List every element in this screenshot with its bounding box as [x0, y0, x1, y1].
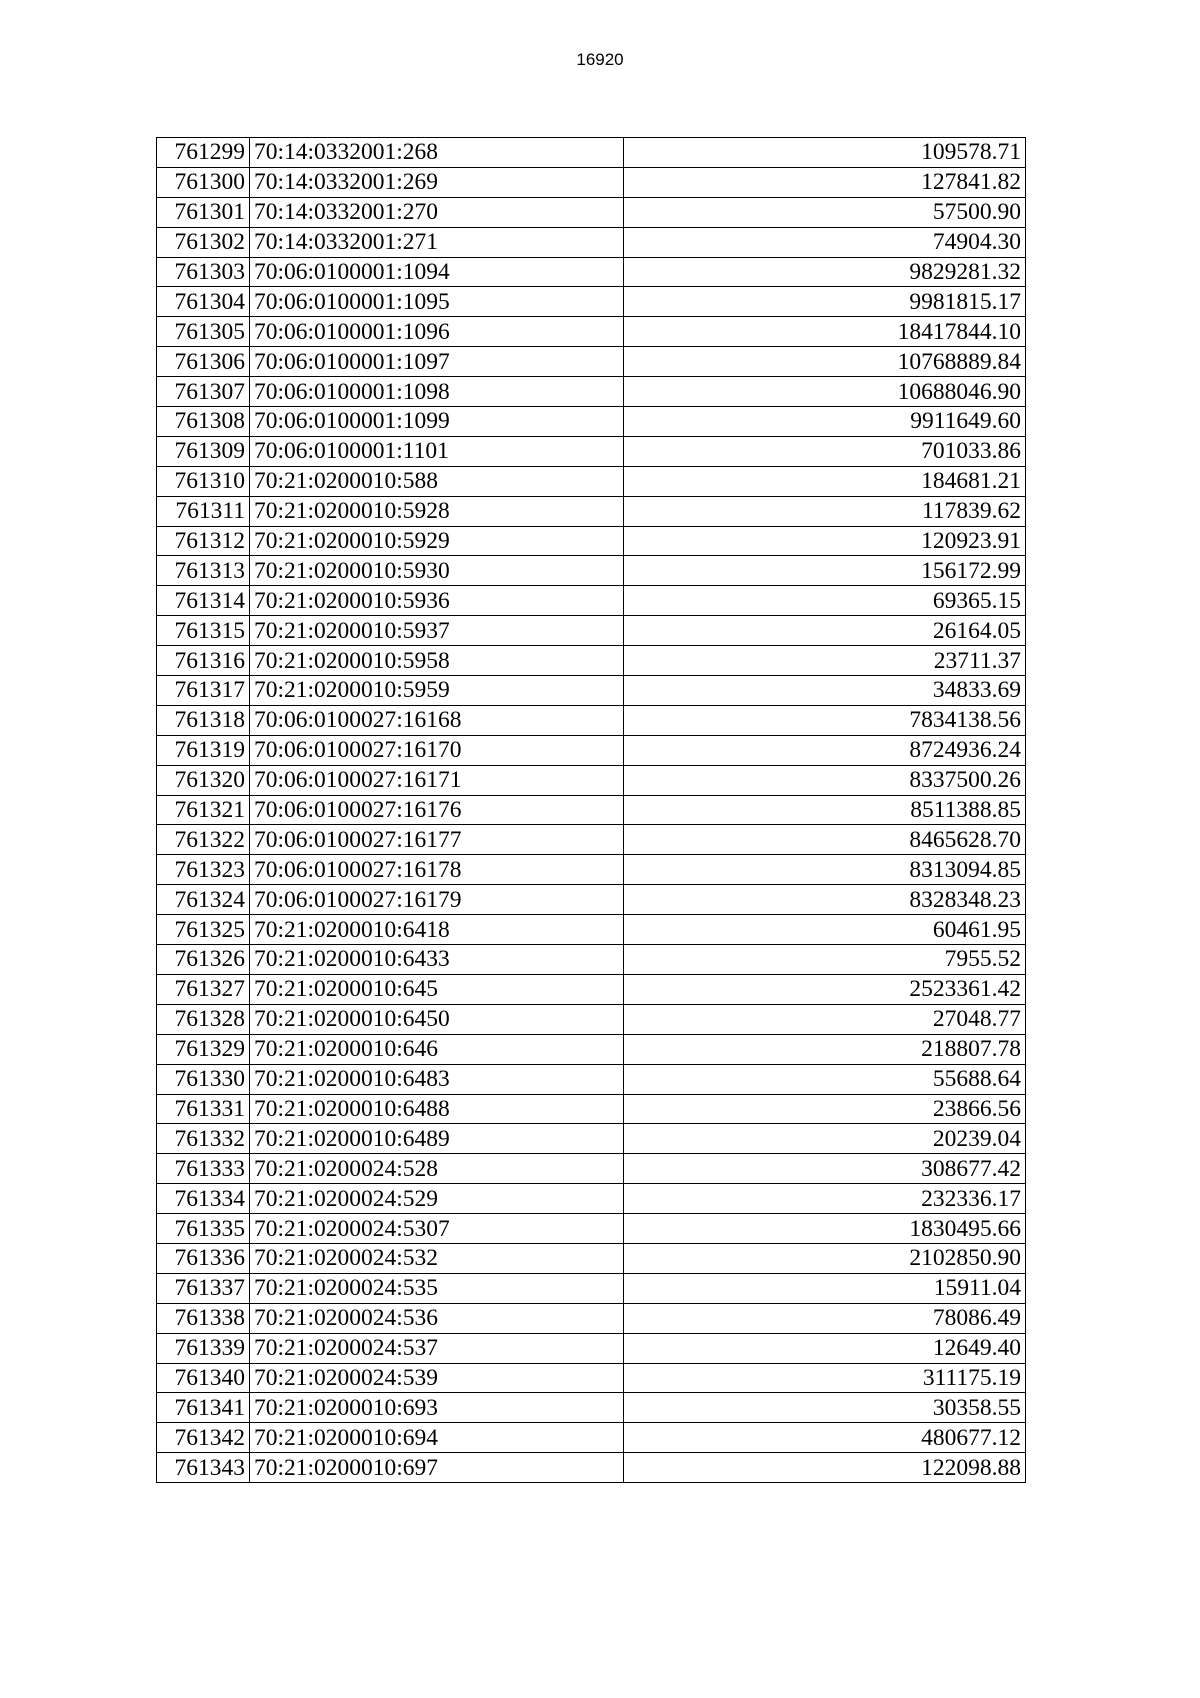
table-row: [157, 1423, 1026, 1453]
row-id-cell: 761300: [157, 167, 250, 197]
row-id-cell: 761310: [157, 466, 250, 496]
row-id-cell: 761320: [157, 765, 250, 795]
table-row: [157, 1453, 1026, 1483]
row-id-cell: 761311: [157, 496, 250, 526]
cadastral-number-cell: 70:21:0200010:5930: [249, 556, 623, 586]
value-cell: 8724936.24: [623, 735, 1025, 765]
cadastral-number-cell: 70:21:0200024:539: [249, 1363, 623, 1393]
cadastral-number-cell: 70:06:0100027:16178: [249, 855, 623, 885]
value-cell: 60461.95: [623, 915, 1025, 945]
value-cell: 480677.12: [623, 1423, 1025, 1453]
table-row: [157, 676, 1026, 706]
row-id-cell: 761321: [157, 795, 250, 825]
value-cell: 120923.91: [623, 526, 1025, 556]
row-id-cell: 761318: [157, 705, 250, 735]
cadastral-number-cell: 70:21:0200010:6489: [249, 1124, 623, 1154]
row-id-cell: 761327: [157, 974, 250, 1004]
row-id-cell: 761326: [157, 945, 250, 975]
table-row: [157, 795, 1026, 825]
row-id-cell: 761317: [157, 676, 250, 706]
table-row: [157, 765, 1026, 795]
table-row: [157, 1064, 1026, 1094]
value-cell: 8328348.23: [623, 885, 1025, 915]
table-row: [157, 1363, 1026, 1393]
table-row: [157, 287, 1026, 317]
value-cell: 26164.05: [623, 616, 1025, 646]
row-id-cell: 761303: [157, 257, 250, 287]
cadastral-number-cell: 70:06:0100001:1101: [249, 436, 623, 466]
table-row: [157, 167, 1026, 197]
value-cell: 57500.90: [623, 197, 1025, 227]
table-row: [157, 1303, 1026, 1333]
value-cell: 8337500.26: [623, 765, 1025, 795]
cadastral-number-cell: 70:21:0200010:5958: [249, 646, 623, 676]
table-row: [157, 1273, 1026, 1303]
value-cell: 20239.04: [623, 1124, 1025, 1154]
value-cell: 7834138.56: [623, 705, 1025, 735]
row-id-cell: 761304: [157, 287, 250, 317]
table-row: [157, 855, 1026, 885]
cadastral-number-cell: 70:21:0200024:5307: [249, 1214, 623, 1244]
row-id-cell: 761335: [157, 1214, 250, 1244]
row-id-cell: 761331: [157, 1094, 250, 1124]
cadastral-number-cell: 70:06:0100027:16179: [249, 885, 623, 915]
value-cell: 109578.71: [623, 138, 1025, 168]
row-id-cell: 761313: [157, 556, 250, 586]
table-row: [157, 1333, 1026, 1363]
cadastral-number-cell: 70:14:0332001:271: [249, 227, 623, 257]
value-cell: 184681.21: [623, 466, 1025, 496]
row-id-cell: 761306: [157, 347, 250, 377]
value-cell: 2523361.42: [623, 974, 1025, 1004]
table-row: [157, 1184, 1026, 1214]
cadastral-value-table: [156, 137, 1026, 1483]
row-id-cell: 761337: [157, 1273, 250, 1303]
row-id-cell: 761336: [157, 1243, 250, 1273]
value-cell: 2102850.90: [623, 1243, 1025, 1273]
table-body: [157, 138, 1026, 1483]
table-row: [157, 646, 1026, 676]
row-id-cell: 761334: [157, 1184, 250, 1214]
value-cell: 27048.77: [623, 1004, 1025, 1034]
table-row: [157, 257, 1026, 287]
row-id-cell: 761314: [157, 586, 250, 616]
row-id-cell: 761319: [157, 735, 250, 765]
value-cell: 218807.78: [623, 1034, 1025, 1064]
table-row: [157, 1004, 1026, 1034]
cadastral-number-cell: 70:21:0200010:5928: [249, 496, 623, 526]
table-row: [157, 1243, 1026, 1273]
value-cell: 9829281.32: [623, 257, 1025, 287]
cadastral-number-cell: 70:21:0200010:5959: [249, 676, 623, 706]
cadastral-number-cell: 70:21:0200024:535: [249, 1273, 623, 1303]
table-row: [157, 735, 1026, 765]
table-row: [157, 197, 1026, 227]
page-number: 16920: [576, 50, 624, 69]
row-id-cell: 761325: [157, 915, 250, 945]
value-cell: 30358.55: [623, 1393, 1025, 1423]
table-row: [157, 466, 1026, 496]
row-id-cell: 761305: [157, 317, 250, 347]
row-id-cell: 761299: [157, 138, 250, 168]
row-id-cell: 761342: [157, 1423, 250, 1453]
cadastral-number-cell: 70:06:0100001:1099: [249, 407, 623, 437]
value-cell: 12649.40: [623, 1333, 1025, 1363]
value-cell: 701033.86: [623, 436, 1025, 466]
value-cell: 78086.49: [623, 1303, 1025, 1333]
cadastral-number-cell: 70:21:0200010:6418: [249, 915, 623, 945]
table-row: [157, 436, 1026, 466]
row-id-cell: 761309: [157, 436, 250, 466]
table-row: [157, 1034, 1026, 1064]
value-cell: 8313094.85: [623, 855, 1025, 885]
table-row: [157, 586, 1026, 616]
cadastral-number-cell: 70:14:0332001:270: [249, 197, 623, 227]
cadastral-number-cell: 70:21:0200024:537: [249, 1333, 623, 1363]
row-id-cell: 761302: [157, 227, 250, 257]
value-cell: 308677.42: [623, 1154, 1025, 1184]
cadastral-number-cell: 70:21:0200024:529: [249, 1184, 623, 1214]
cadastral-number-cell: 70:06:0100027:16177: [249, 825, 623, 855]
cadastral-number-cell: 70:06:0100001:1097: [249, 347, 623, 377]
value-cell: 55688.64: [623, 1064, 1025, 1094]
cadastral-number-cell: 70:06:0100027:16170: [249, 735, 623, 765]
value-cell: 23866.56: [623, 1094, 1025, 1124]
cadastral-number-cell: 70:21:0200024:536: [249, 1303, 623, 1333]
cadastral-number-cell: 70:06:0100001:1098: [249, 377, 623, 407]
table-row: [157, 616, 1026, 646]
row-id-cell: 761324: [157, 885, 250, 915]
row-id-cell: 761343: [157, 1453, 250, 1483]
cadastral-number-cell: 70:21:0200010:694: [249, 1423, 623, 1453]
cadastral-number-cell: 70:21:0200010:693: [249, 1393, 623, 1423]
table-row: [157, 496, 1026, 526]
cadastral-number-cell: 70:21:0200010:6488: [249, 1094, 623, 1124]
value-cell: 15911.04: [623, 1273, 1025, 1303]
value-cell: 8511388.85: [623, 795, 1025, 825]
table-row: [157, 1214, 1026, 1244]
table-row: [157, 227, 1026, 257]
table-row: [157, 1094, 1026, 1124]
cadastral-number-cell: 70:21:0200010:646: [249, 1034, 623, 1064]
value-cell: 8465628.70: [623, 825, 1025, 855]
table-row: [157, 1393, 1026, 1423]
table-row: [157, 974, 1026, 1004]
cadastral-number-cell: 70:21:0200010:6450: [249, 1004, 623, 1034]
cadastral-number-cell: 70:21:0200010:6483: [249, 1064, 623, 1094]
table-row: [157, 138, 1026, 168]
row-id-cell: 761312: [157, 526, 250, 556]
value-cell: 34833.69: [623, 676, 1025, 706]
row-id-cell: 761333: [157, 1154, 250, 1184]
table-row: [157, 377, 1026, 407]
row-id-cell: 761332: [157, 1124, 250, 1154]
table-row: [157, 945, 1026, 975]
row-id-cell: 761315: [157, 616, 250, 646]
table-row: [157, 526, 1026, 556]
cadastral-number-cell: 70:14:0332001:269: [249, 167, 623, 197]
cadastral-number-cell: 70:06:0100001:1094: [249, 257, 623, 287]
table-row: [157, 556, 1026, 586]
row-id-cell: 761322: [157, 825, 250, 855]
row-id-cell: 761329: [157, 1034, 250, 1064]
value-cell: 1830495.66: [623, 1214, 1025, 1244]
cadastral-number-cell: 70:21:0200024:528: [249, 1154, 623, 1184]
table-row: [157, 825, 1026, 855]
value-cell: 117839.62: [623, 496, 1025, 526]
value-cell: 122098.88: [623, 1453, 1025, 1483]
cadastral-number-cell: 70:21:0200010:5936: [249, 586, 623, 616]
row-id-cell: 761323: [157, 855, 250, 885]
value-cell: 127841.82: [623, 167, 1025, 197]
value-cell: 311175.19: [623, 1363, 1025, 1393]
row-id-cell: 761316: [157, 646, 250, 676]
value-cell: 23711.37: [623, 646, 1025, 676]
table-row: [157, 1154, 1026, 1184]
table-row: [157, 407, 1026, 437]
value-cell: 156172.99: [623, 556, 1025, 586]
row-id-cell: 761338: [157, 1303, 250, 1333]
row-id-cell: 761339: [157, 1333, 250, 1363]
cadastral-number-cell: 70:06:0100001:1095: [249, 287, 623, 317]
value-cell: 10768889.84: [623, 347, 1025, 377]
table-row: [157, 347, 1026, 377]
table-row: [157, 1124, 1026, 1154]
row-id-cell: 761330: [157, 1064, 250, 1094]
value-cell: 10688046.90: [623, 377, 1025, 407]
table-row: [157, 705, 1026, 735]
value-cell: 232336.17: [623, 1184, 1025, 1214]
value-cell: 9981815.17: [623, 287, 1025, 317]
value-cell: 74904.30: [623, 227, 1025, 257]
cadastral-number-cell: 70:21:0200010:5937: [249, 616, 623, 646]
cadastral-number-cell: 70:21:0200010:645: [249, 974, 623, 1004]
row-id-cell: 761307: [157, 377, 250, 407]
row-id-cell: 761308: [157, 407, 250, 437]
cadastral-number-cell: 70:06:0100027:16176: [249, 795, 623, 825]
value-cell: 7955.52: [623, 945, 1025, 975]
value-cell: 18417844.10: [623, 317, 1025, 347]
row-id-cell: 761301: [157, 197, 250, 227]
table-row: [157, 885, 1026, 915]
cadastral-number-cell: 70:06:0100027:16171: [249, 765, 623, 795]
cadastral-number-cell: 70:21:0200010:588: [249, 466, 623, 496]
cadastral-number-cell: 70:21:0200010:6433: [249, 945, 623, 975]
table-row: [157, 915, 1026, 945]
cadastral-number-cell: 70:21:0200010:5929: [249, 526, 623, 556]
value-cell: 9911649.60: [623, 407, 1025, 437]
value-cell: 69365.15: [623, 586, 1025, 616]
table-row: [157, 317, 1026, 347]
cadastral-number-cell: 70:21:0200024:532: [249, 1243, 623, 1273]
cadastral-number-cell: 70:14:0332001:268: [249, 138, 623, 168]
cadastral-number-cell: 70:06:0100027:16168: [249, 705, 623, 735]
cadastral-number-cell: 70:21:0200010:697: [249, 1453, 623, 1483]
row-id-cell: 761341: [157, 1393, 250, 1423]
cadastral-number-cell: 70:06:0100001:1096: [249, 317, 623, 347]
row-id-cell: 761340: [157, 1363, 250, 1393]
row-id-cell: 761328: [157, 1004, 250, 1034]
